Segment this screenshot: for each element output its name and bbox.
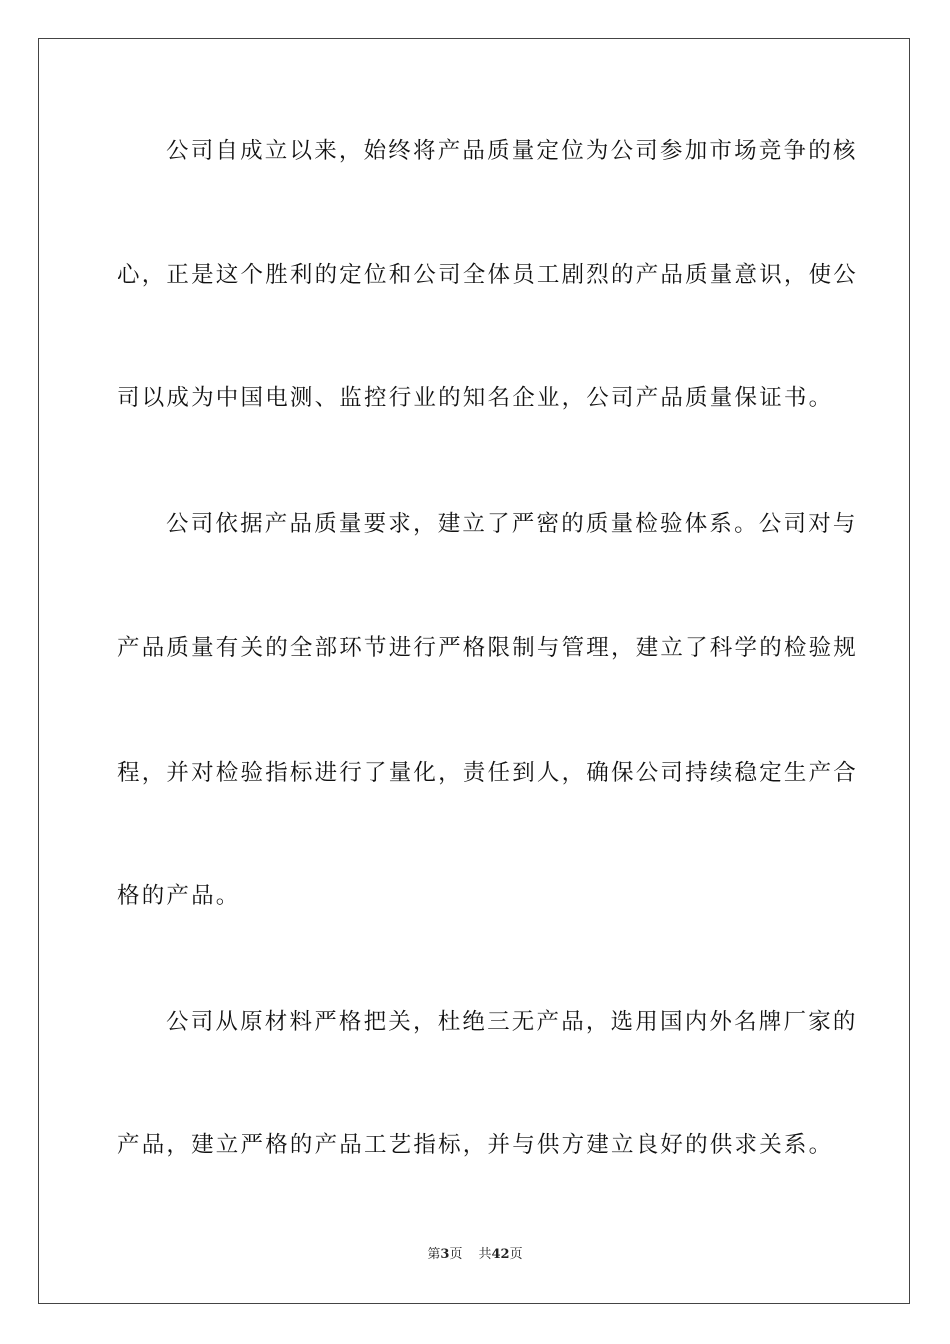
paragraph-2-line-4: 格的产品。 <box>117 883 241 909</box>
total-prefix: 共 <box>478 1247 492 1262</box>
paragraph-1-line-3: 司以成为中国电测、监控行业的知名企业，公司产品质量保证书。 <box>117 385 834 411</box>
page-prefix: 第 <box>427 1247 441 1262</box>
total-suffix: 页 <box>509 1247 523 1262</box>
total-pages: 42 <box>491 1247 510 1262</box>
paragraph-3-line-1: 公司从原材料严格把关，杜绝三无产品，选用国内外名牌厂家的 <box>166 1009 858 1035</box>
page-footer <box>0 1246 950 1264</box>
paragraph-2-line-3: 程，并对检验指标进行了量化，责任到人，确保公司持续稳定生产合 <box>117 760 859 786</box>
paragraph-2-line-2: 产品质量有关的全部环节进行严格限制与管理，建立了科学的检验规 <box>117 635 859 661</box>
page-number: 3 <box>440 1247 450 1262</box>
paragraph-1-line-2: 心，正是这个胜利的定位和公司全体员工剧烈的产品质量意识，使公 <box>117 262 859 288</box>
paragraph-2-line-1: 公司依据产品质量要求，建立了严密的质量检验体系。公司对与 <box>166 511 858 537</box>
paragraph-3-line-2: 产品，建立严格的产品工艺指标，并与供方建立良好的供求关系。 <box>117 1132 834 1158</box>
page-suffix: 页 <box>449 1247 463 1262</box>
paragraph-1-line-1: 公司自成立以来，始终将产品质量定位为公司参加市场竞争的核 <box>166 138 858 164</box>
page-border <box>38 38 910 1304</box>
